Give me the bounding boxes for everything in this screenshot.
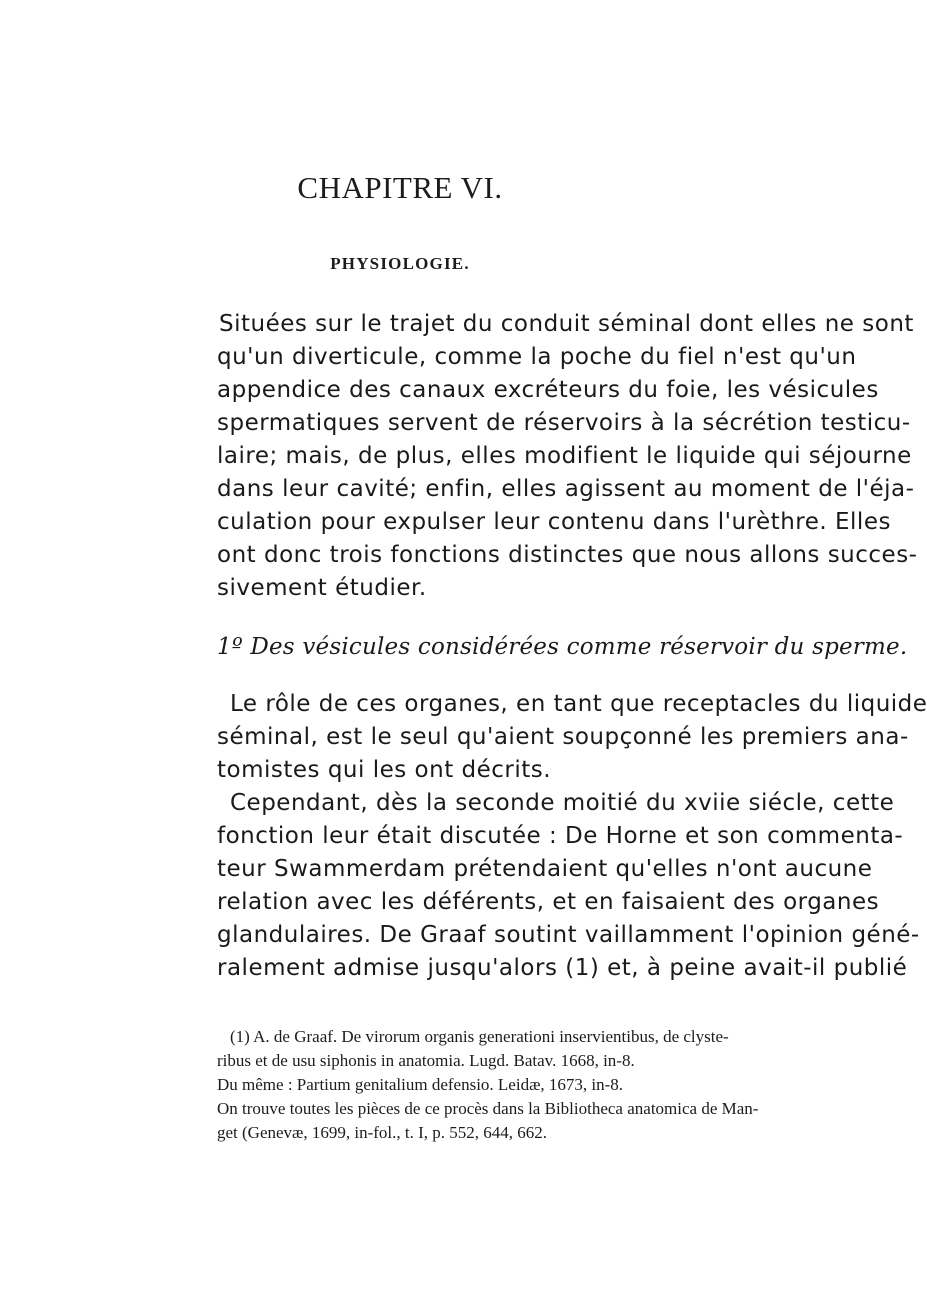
footnote-line: On trouve toutes les pièces de ce procès dans la Bibliotheca anatomica de Man-	[217, 1099, 759, 1118]
text-line: tomistes qui les ont décrits.	[217, 757, 552, 783]
text-line: dans leur cavité; enfin, elles agissent au moment de l'éja-	[217, 476, 915, 502]
text-line: fonction leur était discutée : De Horne et son commenta-	[217, 823, 904, 849]
footnote-line: Du même : Partium genitalium defensio. Leidæ, 1673, in-8.	[217, 1075, 624, 1094]
section-title: PHYSIOLOGIE.	[330, 254, 470, 273]
text-line: Cependant, dès la seconde moitié du xviie siécle, cette	[230, 790, 895, 816]
footnote-line: ribus et de usu siphonis in anatomia. Lugd. Batav. 1668, in-8.	[217, 1051, 635, 1070]
text-line: Situées sur le trajet du conduit séminal dont elles ne sont	[219, 311, 914, 337]
footnote-line: get (Genevæ, 1699, in-fol., t. I, p. 552, 644, 662.	[217, 1123, 548, 1142]
text-line: laire; mais, de plus, elles modifient le liquide qui séjourne	[217, 443, 912, 469]
subheading: 1º Des vésicules considérées comme réservoir du sperme.	[217, 634, 908, 660]
text-line: qu'un diverticule, comme la poche du fiel n'est qu'un	[217, 344, 857, 370]
text-line: glandulaires. De Graaf soutint vaillamment l'opinion géné-	[217, 922, 920, 948]
footnote-line: (1) A. de Graaf. De virorum organis generationi inservientibus, de clyste-	[230, 1027, 729, 1046]
text-line: ralement admise jusqu'alors (1) et, à peine avait-il publié	[217, 955, 908, 981]
text-line: sivement étudier.	[217, 575, 427, 601]
text-line: ont donc trois fonctions distinctes que nous allons succes-	[217, 542, 918, 568]
chapter-title: CHAPITRE VI.	[297, 170, 503, 205]
text-line: séminal, est le seul qu'aient soupçonné les premiers ana-	[217, 724, 909, 750]
text-line: culation pour expulser leur contenu dans l'urèthre. Elles	[217, 509, 891, 535]
text-line: relation avec les déférents, et en faisaient des organes	[217, 889, 880, 915]
text-line: Le rôle de ces organes, en tant que receptacles du liquide	[230, 691, 927, 717]
text-line: appendice des canaux excréteurs du foie, les vésicules	[217, 377, 879, 403]
text-line: teur Swammerdam prétendaient qu'elles n'ont aucune	[217, 856, 873, 882]
text-line: spermatiques servent de réservoirs à la sécrétion testicu-	[217, 410, 911, 436]
